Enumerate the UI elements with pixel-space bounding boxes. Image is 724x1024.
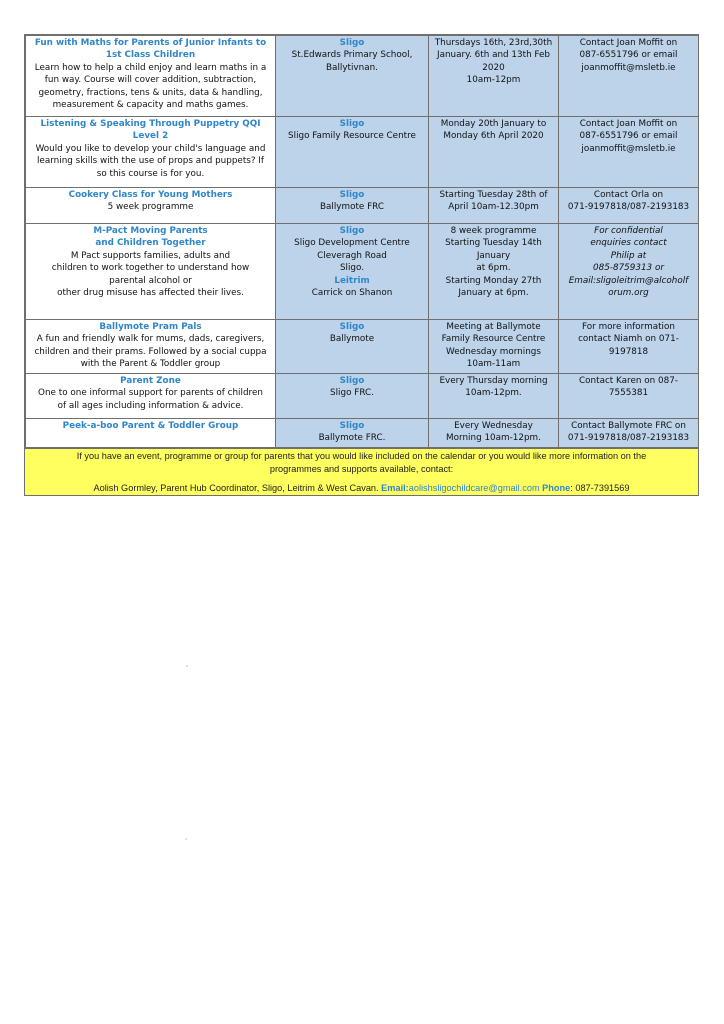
- email-value[interactable]: aolishsligochildcare@gmail.com: [408, 482, 540, 493]
- event-description: learning skills with the use of props and puppets? If: [36, 156, 265, 167]
- contact-text: 071-9197818/087-2193183: [567, 433, 690, 444]
- date-text: 2020: [482, 62, 505, 73]
- venue-text: St.Edwards Primary School,: [291, 50, 413, 61]
- event-description: so this course is for you.: [96, 168, 205, 179]
- county-label: Sligo: [339, 226, 365, 236]
- footer-line-2: programmes and supports available, contact:: [269, 463, 454, 474]
- event-title: 1st Class Children: [105, 50, 196, 61]
- contact-text: 071-9197818/087-2193183: [567, 202, 690, 213]
- event-description: Would you like to develop your child's language and: [35, 143, 266, 154]
- venue-text: Carrick on Shanon: [311, 288, 393, 299]
- event-description: Learn how to help a child enjoy and learn maths in a: [34, 62, 267, 73]
- events-table: [25, 35, 699, 448]
- date-text: April 10am-12.30pm: [448, 202, 539, 213]
- contact-text: Philip at: [610, 250, 647, 261]
- event-contact-cell: [559, 188, 699, 224]
- date-text: Monday 6th April 2020: [443, 131, 544, 142]
- event-title: Parent Zone: [120, 376, 181, 386]
- county-label: Leitrim: [334, 275, 370, 286]
- event-date-cell: [429, 224, 559, 320]
- event-date-cell: [429, 419, 559, 448]
- date-text: Monday 20th January to: [440, 119, 547, 129]
- event-description: M Pact supports families, adults and: [70, 250, 231, 261]
- date-text: Family Resource Centre: [441, 334, 546, 345]
- event-contact-cell: [559, 374, 699, 419]
- contact-footer: [25, 448, 698, 495]
- venue-text: Ballytivnan.: [326, 62, 378, 73]
- contact-text: Contact Orla on: [593, 190, 664, 200]
- event-description: children to work together to understand how: [51, 263, 250, 274]
- event-location-cell: [276, 320, 429, 374]
- date-text: 10am-12pm.: [465, 388, 522, 399]
- contact-text: enquiries contact: [590, 238, 667, 249]
- event-calendar: [24, 34, 699, 496]
- event-description: 5 week programme: [107, 202, 194, 213]
- contact-text: 085-8759313 or: [593, 263, 664, 274]
- contact-text: Email:sligoleitrim@alcoholf: [568, 275, 689, 286]
- date-text: January at 6pm.: [458, 288, 529, 299]
- table-row: [26, 188, 699, 224]
- date-text: 10am-12pm: [466, 75, 521, 86]
- contact-text: Contact Joan Moffit on: [579, 119, 678, 129]
- table-row: [26, 419, 699, 448]
- venue-text: Cleveragh Road: [317, 250, 387, 261]
- contact-text: orum.org: [608, 288, 649, 299]
- date-text: January. 6th and 13th Feb: [436, 50, 551, 61]
- event-description: other drug misuse has affected their lives.: [57, 288, 244, 299]
- event-contact-cell: [559, 117, 699, 188]
- date-text: Thursdays 16th, 23rd,30th: [434, 38, 553, 48]
- contact-text: 7555381: [608, 388, 649, 399]
- coordinator-text: Aolish Gormley, Parent Hub Coordinator, Sligo, Leitrim & West Cavan.: [93, 482, 379, 493]
- date-text: Every Thursday morning: [439, 376, 548, 386]
- contact-text: For more information: [582, 322, 675, 332]
- county-label: Sligo: [339, 376, 365, 386]
- event-description-cell: [26, 36, 276, 117]
- table-row: [26, 320, 699, 374]
- venue-text: Sligo Family Resource Centre: [288, 131, 416, 142]
- event-date-cell: [429, 320, 559, 374]
- event-location-cell: [276, 188, 429, 224]
- event-description-cell: [26, 374, 276, 419]
- event-description: fun way. Course will cover addition, subtraction,: [44, 75, 257, 86]
- county-label: Sligo: [339, 119, 365, 129]
- date-text: Starting Tuesday 14th: [445, 238, 542, 249]
- event-title: Level 2: [132, 131, 169, 142]
- contact-text: 9197818: [608, 346, 649, 357]
- event-title: Listening & Speaking Through Puppetry QQI: [40, 119, 261, 129]
- event-description-cell: [26, 224, 276, 320]
- footer-contact-line: [29, 482, 694, 495]
- event-description: with the Parent & Toddler group: [80, 359, 221, 370]
- county-label: Sligo: [339, 322, 365, 332]
- event-contact-cell: [559, 224, 699, 320]
- event-description: A fun and friendly walk for mums, dads, caregivers,: [36, 334, 265, 345]
- county-label: Sligo: [339, 190, 365, 200]
- event-date-cell: [429, 188, 559, 224]
- contact-text: Contact Ballymote FRC on: [571, 421, 686, 431]
- table-row: [26, 36, 699, 117]
- event-description: geometry, fractions, tens & units, data & handling,: [38, 87, 263, 98]
- event-location-cell: [276, 117, 429, 188]
- event-date-cell: [429, 117, 559, 188]
- contact-text: joanmoffit@msletb.ie: [581, 143, 676, 154]
- scan-speck: [186, 665, 188, 667]
- county-label: Sligo: [339, 421, 365, 431]
- contact-text: For confidential: [594, 226, 663, 236]
- venue-text: Ballymote: [329, 334, 375, 345]
- date-text: Morning 10am-12pm.: [446, 433, 541, 444]
- contact-text: joanmoffit@msletb.ie: [581, 62, 676, 73]
- event-location-cell: [276, 374, 429, 419]
- date-text: Starting Monday 27th: [445, 275, 542, 286]
- venue-text: Sligo.: [339, 263, 365, 274]
- date-text: January: [476, 250, 511, 261]
- event-location-cell: [276, 419, 429, 448]
- county-label: Sligo: [339, 38, 365, 48]
- date-text: at 6pm.: [476, 263, 511, 274]
- event-title: M-Pact Moving Parents: [93, 226, 208, 236]
- contact-text: Contact Joan Moffit on: [579, 38, 678, 48]
- date-text: Wednesday mornings: [446, 346, 541, 357]
- event-contact-cell: [559, 36, 699, 117]
- event-description: children and their prams. Followed by a social cuppa: [34, 346, 267, 357]
- event-description-cell: [26, 320, 276, 374]
- date-text: Meeting at Ballymote: [446, 322, 541, 332]
- table-row: [26, 224, 699, 320]
- event-description: One to one informal support for parents of children: [38, 388, 263, 399]
- contact-text: Contact Karen on 087-: [579, 376, 678, 386]
- date-text: 10am-11am: [466, 359, 521, 370]
- scan-speck: [185, 838, 187, 840]
- event-location-cell: [276, 224, 429, 320]
- event-description: parental alcohol or: [109, 275, 192, 286]
- event-title: Ballymote Pram Pals: [99, 322, 202, 332]
- event-description-cell: [26, 117, 276, 188]
- event-contact-cell: [559, 419, 699, 448]
- table-row: [26, 374, 699, 419]
- event-title: and Children Together: [95, 238, 206, 249]
- event-title: Cookery Class for Young Mothers: [68, 190, 233, 200]
- venue-text: Ballymote FRC: [319, 202, 384, 213]
- phone-value: : 087-7391569: [570, 482, 630, 493]
- date-text: Starting Tuesday 28th of: [439, 190, 548, 200]
- contact-text: 087-6551796 or email: [579, 131, 678, 142]
- date-text: Every Wednesday: [454, 421, 533, 431]
- footer-line-1: If you have an event, programme or group for parents that you would like included on the calendar or you would like more information on the: [76, 450, 647, 461]
- event-date-cell: [429, 36, 559, 117]
- event-description: of all ages including information & advice.: [57, 400, 244, 411]
- event-description-cell: [26, 419, 276, 448]
- email-label: Email:: [381, 482, 409, 493]
- phone-label: Phone: [542, 482, 571, 493]
- table-row: [26, 117, 699, 188]
- venue-text: Sligo Development Centre: [294, 238, 410, 249]
- venue-text: Ballymote FRC.: [318, 433, 386, 444]
- venue-text: Sligo FRC.: [330, 388, 374, 399]
- event-title: Fun with Maths for Parents of Junior Infants to: [34, 38, 267, 48]
- date-text: 8 week programme: [450, 226, 537, 236]
- contact-text: 087-6551796 or email: [579, 50, 678, 61]
- event-location-cell: [276, 36, 429, 117]
- event-description-cell: [26, 188, 276, 224]
- event-description: measurement & capacity and maths games.: [52, 100, 249, 111]
- contact-text: contact Niamh on 071-: [578, 334, 679, 345]
- event-date-cell: [429, 374, 559, 419]
- event-contact-cell: [559, 320, 699, 374]
- event-title: Peek-a-boo Parent & Toddler Group: [62, 421, 239, 431]
